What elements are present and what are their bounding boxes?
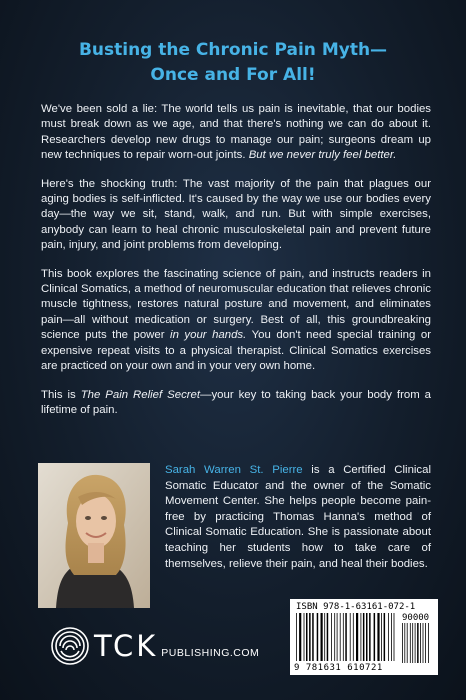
headline-line-1: Busting the Chronic Pain Myth— bbox=[78, 40, 388, 60]
paragraph-3-end: You don't need special training or expensive repeat visits to a physical therapist. Clinical Somatics exercises are practiced on your own and in your very own home. bbox=[41, 329, 431, 373]
price-barcode-bars bbox=[402, 623, 432, 663]
paragraph-1 bbox=[41, 102, 431, 164]
isbn-text: ISBN 978-1-63161-072-1 bbox=[296, 602, 416, 612]
barcode-bars bbox=[296, 613, 396, 661]
paragraph-3 bbox=[41, 267, 431, 375]
barcode-digits: 9 781631 610721 bbox=[294, 663, 383, 673]
publisher-suffix: PUBLISHING.COM bbox=[161, 647, 260, 659]
author-bio-text: is a Certified Clinical Somatic Educator and the owner of the Somatic Movement Center. She helps people become pain-free by practicing Thomas Hanna's method of Clinical Somatic Education. She is passionate about teaching her students how to take care of themselves, relieve their pain, and heal their bodies. bbox=[165, 464, 431, 570]
author-bio bbox=[165, 463, 431, 572]
paragraph-1-text: We've been sold a lie: The world tells us pain is inevitable, that our bodies must break down as we age, and that there's nothing we can do about it. Researchers develop new drugs to manage our pain; surgeons dream up new techniques to repair worn-out joints. bbox=[41, 103, 431, 162]
headline bbox=[0, 38, 466, 88]
headline-line-2: Once and For All! bbox=[150, 65, 316, 85]
paragraph-1-italic: But we never truly feel better. bbox=[248, 149, 397, 162]
description bbox=[41, 102, 431, 431]
price-code: 90000 bbox=[402, 613, 430, 623]
paragraph-3-italic: in your hands. bbox=[170, 329, 247, 342]
isbn-barcode bbox=[290, 599, 438, 675]
paragraph-2: Here's the shocking truth: The vast majority of the pain that plagues our aging bodies is self-inflicted. It's caused by the way we use our bodies every day—the way we sit, stand, walk, and run. But with simple exercises, anybody can learn to heal chronic musculoskeletal pain and prevent future pain, injury, and joint problems from developing. bbox=[41, 177, 431, 252]
paragraph-4-pre: This is bbox=[41, 388, 81, 401]
publisher-logo bbox=[50, 626, 259, 666]
paragraph-3-text: This book explores the fascinating science of pain, and instructs readers in Clinical Somatics, a method of neuromuscular education that relieves chronic muscle tightness, restores natural posture and movement, and eliminates pain—all without medication or surgery. Best of all, this groundbreaking science puts the power bbox=[41, 267, 431, 342]
author-photo bbox=[38, 463, 150, 608]
publisher-wordmark bbox=[94, 629, 259, 663]
paragraph-4 bbox=[41, 388, 431, 419]
publisher-brand: TCK bbox=[94, 629, 159, 663]
author-name: Sarah Warren St. Pierre bbox=[165, 464, 303, 476]
paragraph-4-post: —your key to taking back your body from a lifetime of pain. bbox=[41, 388, 431, 416]
fingerprint-icon bbox=[50, 626, 90, 666]
author-portrait-image bbox=[38, 463, 150, 608]
book-title: The Pain Relief Secret bbox=[80, 388, 201, 401]
